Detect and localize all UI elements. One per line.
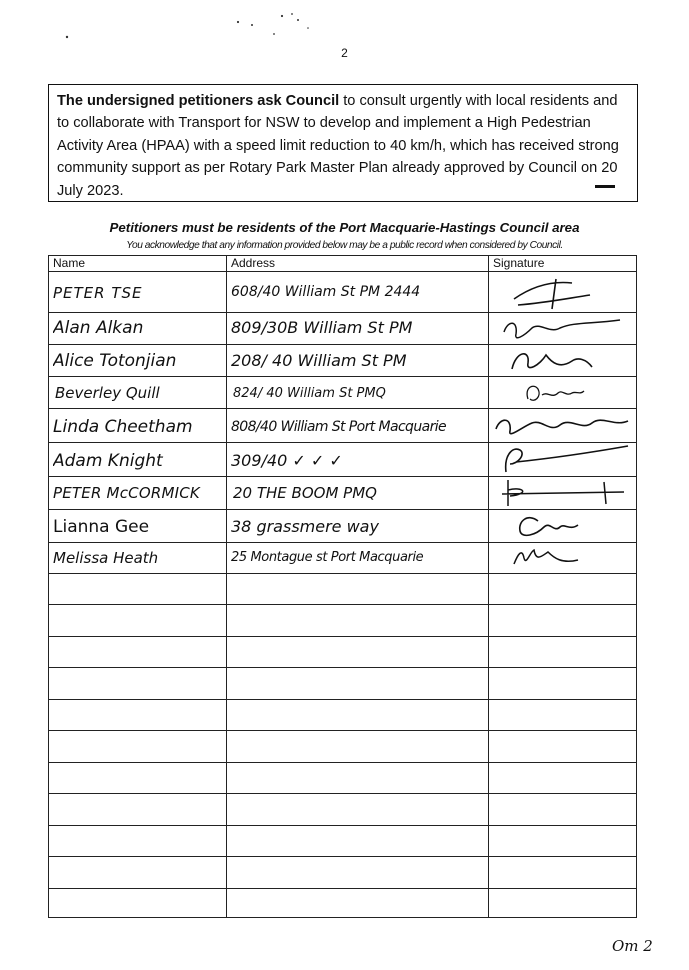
row-line	[49, 762, 636, 763]
row-address: 608/40 William St PM 2444	[231, 284, 421, 300]
acknowledgement-note: You acknowledge that any information provided below may be a public record when considered by Council.	[126, 240, 563, 251]
row-line	[49, 856, 636, 857]
petition-statement	[48, 84, 638, 202]
row-line	[49, 271, 636, 272]
row-name: Alan Alkan	[53, 318, 144, 338]
signature-mark	[494, 275, 634, 311]
row-address: 38 grassmere way	[231, 517, 379, 536]
petition-body: to consult urgently with local residents and to collaborate with Transport for NSW to develop and implement a High Pedestrian Activity Area (HPAA) with a speed limit reduction to 40 km/h, which has received strong community support as per Rotary Park Master Plan already approved by Council on 20 July 2023.	[57, 93, 619, 199]
row-name: Melissa Heath	[53, 549, 159, 567]
signature-mark	[494, 314, 634, 344]
row-name: PETER TSE	[53, 284, 143, 302]
row-name: Adam Knight	[53, 451, 163, 471]
row-line	[49, 312, 636, 313]
signature-mark	[494, 509, 634, 542]
row-address: 809/30B William St PM	[231, 318, 413, 337]
column-header-name: Name	[53, 256, 86, 270]
signature-mark	[494, 377, 634, 408]
page-initials: Om 2	[612, 937, 653, 955]
row-line	[49, 699, 636, 700]
row-name: Beverley Quill	[55, 384, 160, 402]
row-line	[49, 604, 636, 605]
row-address: 208/ 40 William St PM	[231, 351, 407, 370]
row-line	[49, 573, 636, 574]
column-header-address: Address	[231, 256, 276, 270]
residency-note: Petitioners must be residents of the Port Macquarie-Hastings Council area	[109, 220, 580, 235]
row-address: 20 THE BOOM PMQ	[233, 484, 377, 502]
row-address: 824/ 40 William St PMQ	[233, 386, 386, 401]
row-line	[49, 730, 636, 731]
column-header-signature: Signature	[493, 256, 545, 270]
scan-specks	[230, 8, 350, 44]
row-name: PETER McCORMICK	[53, 484, 200, 502]
row-name: Alice Totonjian	[53, 351, 177, 371]
signature-table	[48, 255, 637, 918]
row-line	[49, 793, 636, 794]
row-line	[49, 636, 636, 637]
signature-mark	[494, 345, 634, 376]
row-address: 25 Montague st Port Macquarie	[231, 550, 424, 565]
row-line	[49, 667, 636, 668]
row-name: Linda Cheetham	[53, 417, 193, 437]
signature-mark	[494, 442, 634, 476]
box-mark	[595, 185, 615, 188]
signature-mark	[494, 542, 634, 573]
page-number: 2	[341, 46, 348, 60]
row-name: Lianna Gee	[53, 517, 150, 537]
petition-lead: The undersigned petitioners ask Council	[57, 93, 340, 109]
row-address: 309/40 ✓ ✓ ✓	[231, 451, 343, 470]
signature-mark	[494, 476, 634, 509]
column-divider	[226, 256, 227, 917]
column-divider	[488, 256, 489, 917]
signature-mark	[490, 409, 636, 442]
scan-speck	[64, 34, 70, 40]
row-line	[49, 825, 636, 826]
row-line	[49, 888, 636, 889]
row-address: 808/40 William St Port Macquarie	[231, 419, 447, 435]
